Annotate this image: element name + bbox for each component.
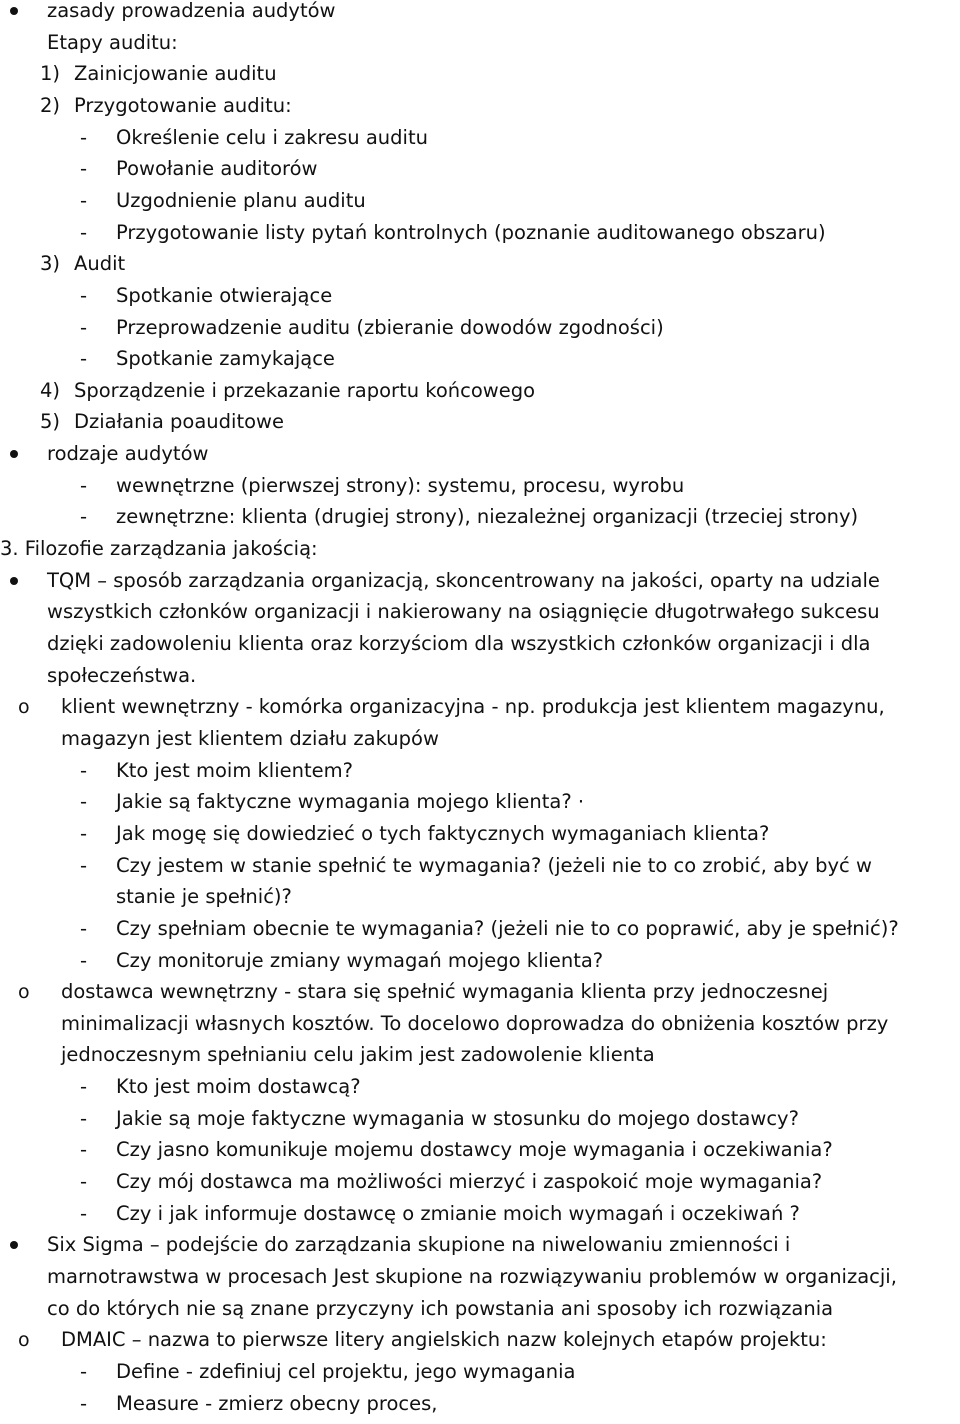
dash-marker: - [80,1359,88,1383]
line-text: Define - zdefiniuj cel projektu, jego wymagania [116,1359,576,1383]
bullet-dot-icon [10,7,18,15]
line-text: Określenie celu i zakresu auditu [116,125,428,149]
line-text: Czy jestem w stanie spełnić te wymagania? (jeżeli nie to co zrobić, aby być w [116,853,872,877]
line-text: Audit [74,252,126,276]
document-line [0,1356,960,1388]
document-line [0,1071,960,1103]
dash-marker: - [80,1138,88,1162]
dash-marker: - [80,220,88,244]
list-number: 2) [40,93,61,117]
bullet-dot-icon [10,1241,18,1249]
document-line [0,406,960,438]
dash-marker: - [80,347,88,371]
document-line [0,818,960,850]
line-text: Czy i jak informuje dostawcę o zmianie moich wymagań i oczekiwań ? [116,1201,800,1225]
document-line [0,1293,960,1325]
bullet-dot-icon [10,577,18,585]
line-text: Sporządzenie i przekazanie raportu końcowego [74,378,536,402]
document-line [0,58,960,90]
document-line [0,90,960,122]
line-text: Kto jest moim klientem? [116,758,353,782]
list-number: 4) [40,378,61,402]
document-line [0,565,960,597]
dash-marker: - [80,1106,88,1130]
document-line [0,217,960,249]
document-line [0,438,960,470]
list-number: 3) [40,252,61,276]
section-heading: 3. Filozofie zarządzania jakością: [0,537,318,561]
line-text: Przeprowadzenie auditu (zbieranie dowodów zgodności) [116,315,664,339]
line-text: Kto jest moim dostawcą? [116,1075,361,1099]
dash-marker: - [80,1170,88,1194]
line-text: Działania poauditowe [74,410,284,434]
dash-marker: - [80,948,88,972]
document-line [0,881,960,913]
line-text: Uzgodnienie planu auditu [116,188,366,212]
dash-marker: - [80,188,88,212]
document-line [0,1229,960,1261]
dash-marker: - [80,916,88,940]
document-line [0,470,960,502]
line-text: Przygotowanie listy pytań kontrolnych (poznanie auditowanego obszaru) [116,220,826,244]
circle-bullet-icon: o [18,1329,30,1352]
line-text: Przygotowanie auditu: [74,93,292,117]
line-text: wszystkich członków organizacji i nakierowany na osiągnięcie długotrwałego sukcesu [47,600,880,624]
document-line [0,1134,960,1166]
document-line [0,660,960,692]
document-line [0,786,960,818]
line-text: dzięki zadowoleniu klienta oraz korzyściom dla wszystkich członków organizacji i dla [47,632,871,655]
document-line [0,1261,960,1293]
document-line [0,185,960,217]
line-text: Etapy auditu: [47,30,178,54]
line-text: wewnętrzne (pierwszej strony): systemu, procesu, wyrobu [116,473,685,497]
document-line [0,1324,960,1356]
circle-bullet-icon: o [18,696,30,719]
document-line [0,850,960,882]
line-text: rodzaje audytów [47,442,209,466]
line-text: zewnętrzne: klienta (drugiej strony), niezależnej organizacji (trzeciej strony) [116,505,859,529]
list-number: 5) [40,410,61,434]
document-line [0,312,960,344]
dash-marker: - [80,283,88,307]
document-line [0,27,960,59]
line-text: Czy mój dostawca ma możliwości mierzyć i zaspokoić moje wymagania? [116,1170,823,1194]
document-line [0,755,960,787]
line-text: Czy monitoruje zmiany wymagań mojego klienta? [116,948,604,972]
document-line [0,122,960,154]
line-text: jednoczesnym spełnianiu celu jakim jest zadowolenie klienta [61,1043,655,1067]
document-line [0,248,960,280]
line-text: Czy jasno komunikuje mojemu dostawcy moje wymagania i oczekiwania? [116,1138,833,1162]
dash-marker: - [80,1391,88,1415]
line-text: Jakie są moje faktyczne wymagania w stosunku do mojego dostawcy? [116,1106,799,1130]
line-text: minimalizacji własnych kosztów. To docelowo doprowadza do obniżenia kosztów przy [61,1011,889,1035]
dash-marker: - [80,505,88,529]
line-text: co do których nie są znane przyczyny ich powstania ani sposoby ich rozwiązania [47,1296,834,1320]
list-number: 1) [40,62,61,86]
line-text: Spotkanie zamykające [116,347,335,371]
document-line [0,343,960,375]
line-text: DMAIC – nazwa to pierwsze litery angielskich nazw kolejnych etapów projektu: [61,1328,827,1352]
document-line [0,723,960,755]
dash-marker: - [80,758,88,782]
dash-marker: - [80,1201,88,1225]
line-text: Czy spełniam obecnie te wymagania? (jeżeli nie to co poprawić, aby je spełnić)? [116,916,899,940]
document-line [0,1103,960,1135]
dash-marker: - [80,125,88,149]
line-text: zasady prowadzenia audytów [47,0,336,22]
document-line [0,153,960,185]
line-text: magazyn jest klientem działu zakupów [61,726,439,750]
line-text: klient wewnętrzny - komórka organizacyjna - np. produkcja jest klientem magazynu, [61,695,885,719]
document-line [0,501,960,533]
line-text: marnotrawstwa w procesach Jest skupione na rozwiązywaniu problemów w organizacji, [47,1265,897,1288]
document-line [0,375,960,407]
document-line [0,0,960,27]
dash-marker: - [80,821,88,845]
line-text: dostawca wewnętrzny - stara się spełnić wymagania klienta przy jednoczesnej [61,980,829,1004]
line-text: Six Sigma – podejście do zarządzania skupione na niwelowaniu zmienności i [47,1233,791,1257]
dash-marker: - [80,853,88,877]
document-line [0,1166,960,1198]
dash-marker: - [80,473,88,497]
line-text: Measure - zmierz obecny proces, [116,1391,438,1415]
document-line [0,976,960,1008]
document-line [0,691,960,723]
line-text: stanie je spełnić)? [116,885,292,909]
document-line [0,533,960,565]
document-line [0,1198,960,1230]
document-line [0,1388,960,1420]
dash-marker: - [80,157,88,181]
document-line [0,280,960,312]
circle-bullet-icon: o [18,981,30,1004]
document-line [0,628,960,660]
document-line [0,1008,960,1040]
dash-marker: - [80,1075,88,1099]
line-text: Powołanie auditorów [116,157,318,181]
line-text: TQM – sposób zarządzania organizacją, skoncentrowany na jakości, oparty na udziale [47,568,880,592]
line-text: Jakie są faktyczne wymagania mojego klienta? · [116,790,585,814]
document-line [0,913,960,945]
dash-marker: - [80,315,88,339]
bullet-dot-icon [10,450,18,458]
line-text: Spotkanie otwierające [116,283,333,307]
document-line [0,1039,960,1071]
line-text: Zainicjowanie auditu [74,62,277,86]
document-line [0,945,960,977]
dash-marker: - [80,790,88,814]
line-text: społeczeństwa. [47,663,197,687]
document-line [0,596,960,628]
line-text: Jak mogę się dowiedzieć o tych faktycznych wymaganiach klienta? [116,821,770,845]
